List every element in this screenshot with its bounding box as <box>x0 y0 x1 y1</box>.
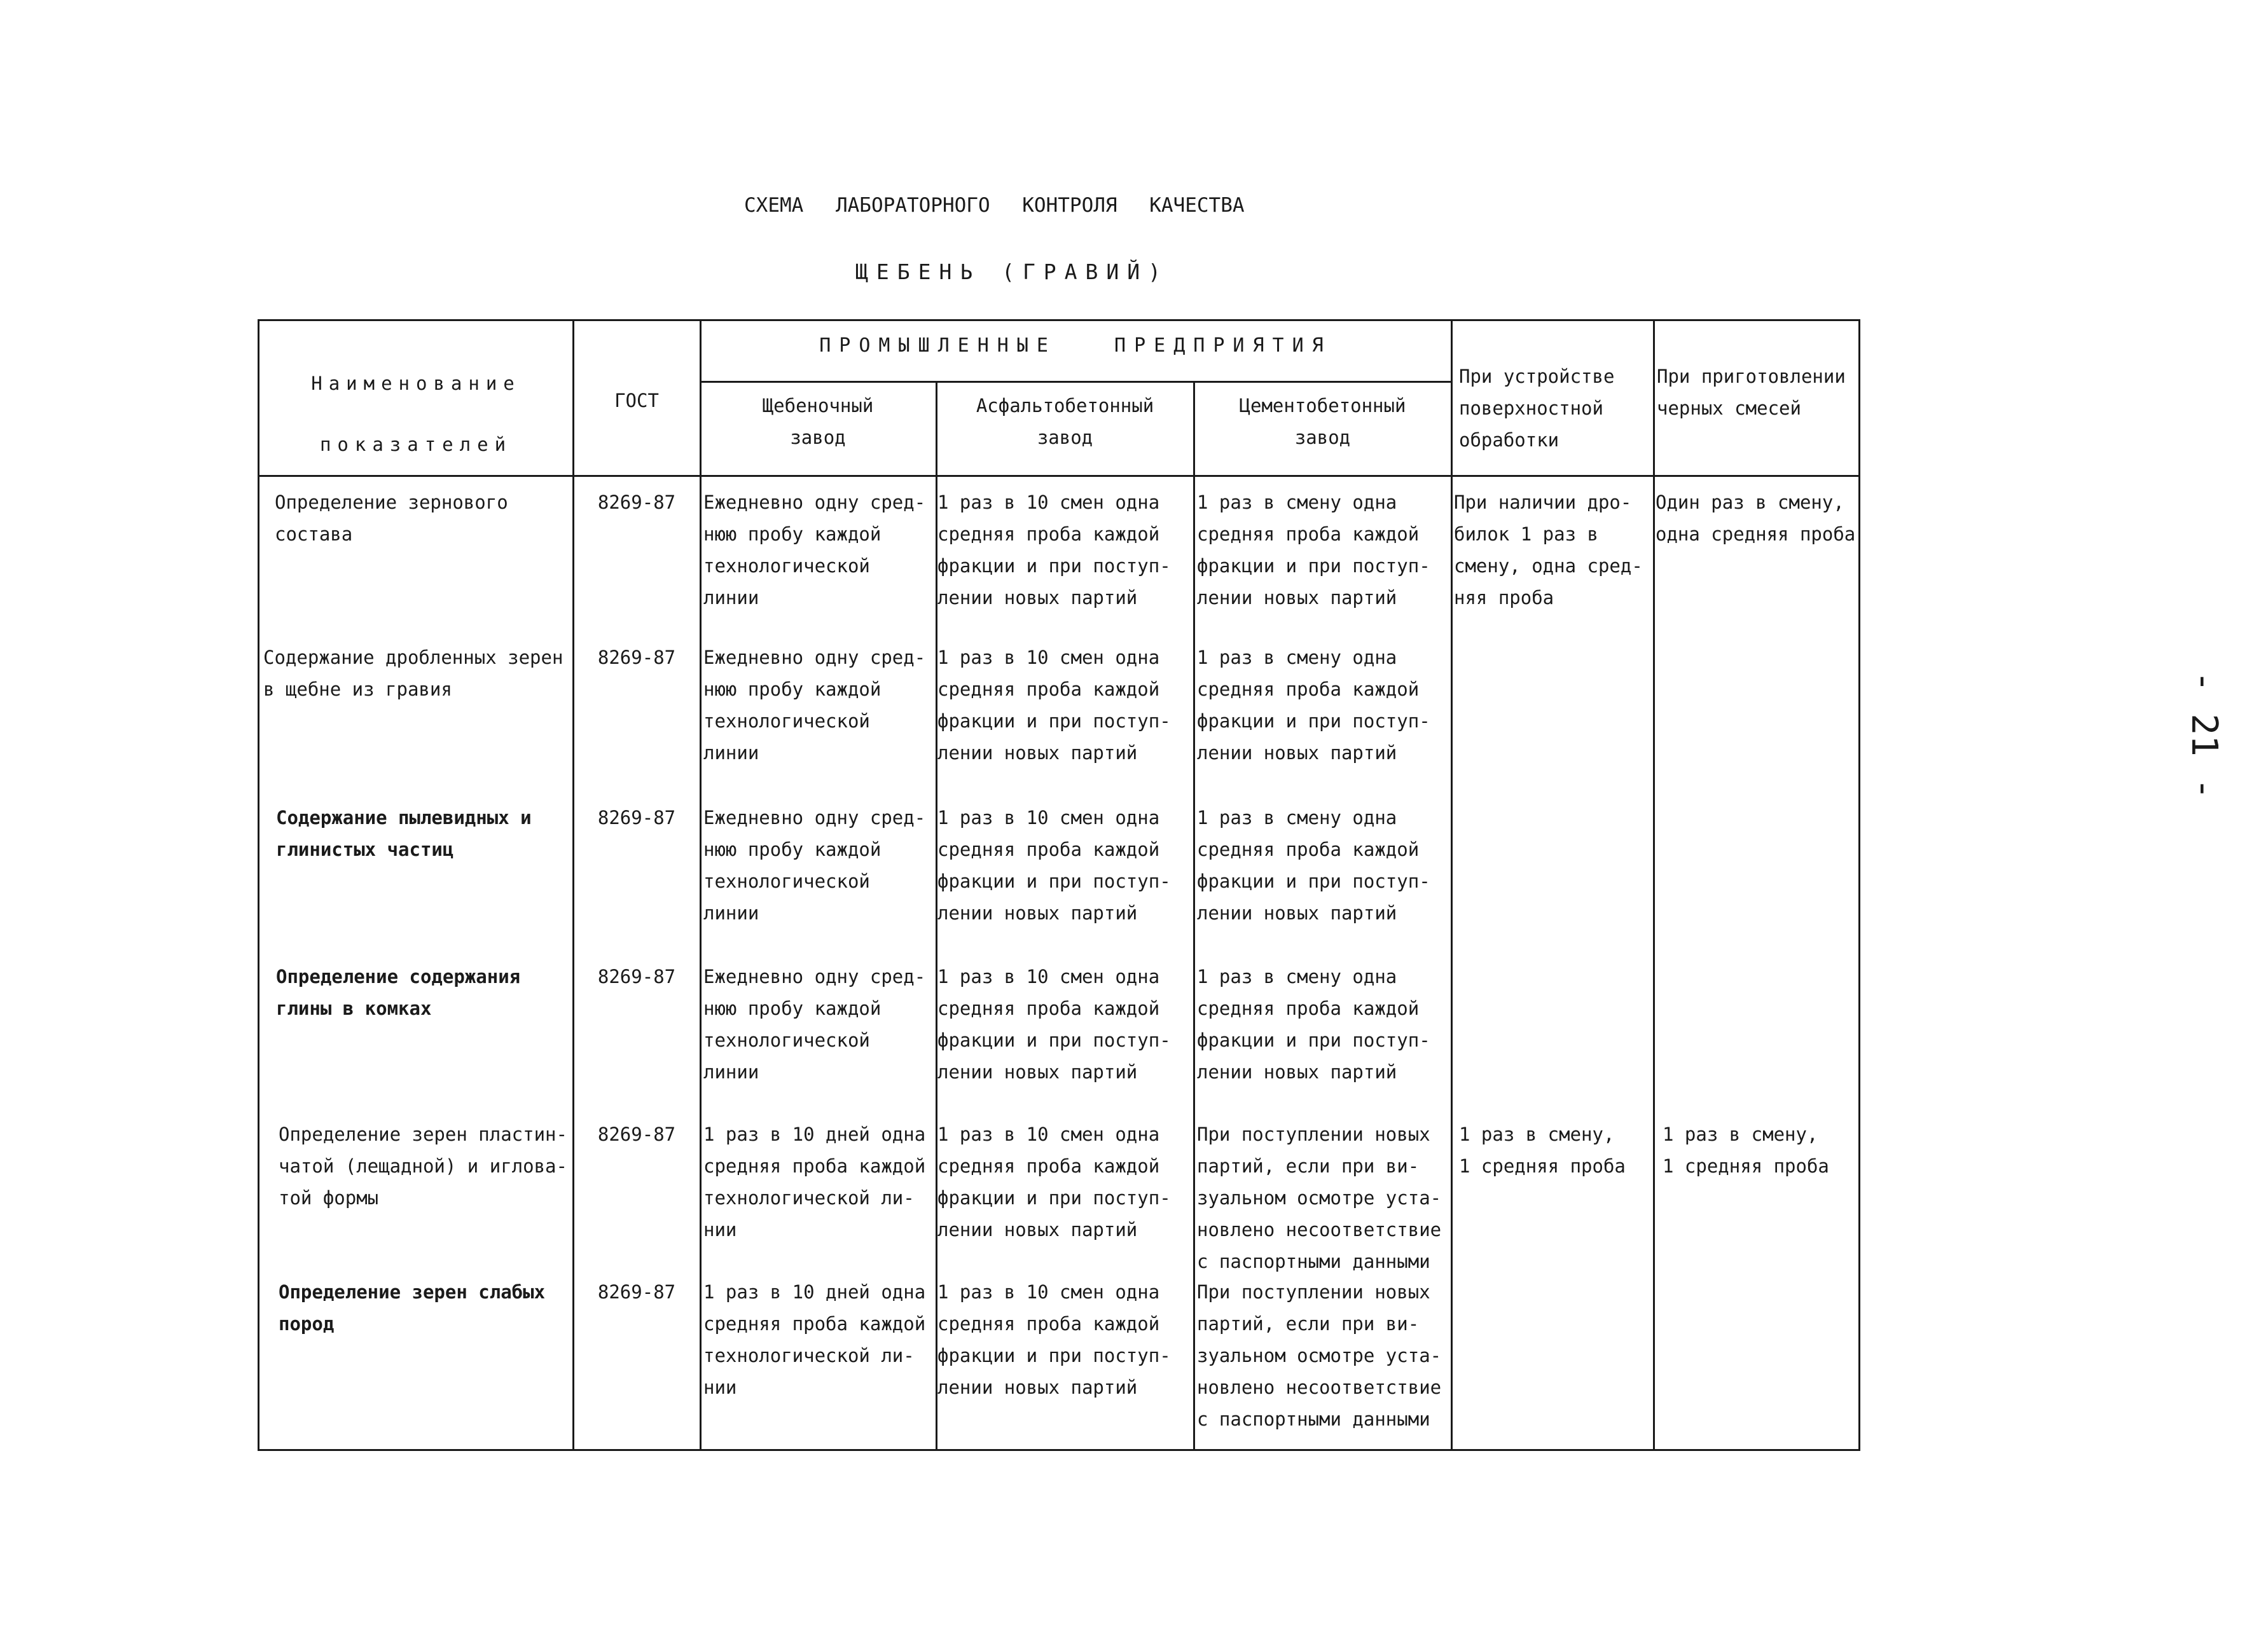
page-number: - 21 - <box>2183 671 2225 800</box>
row-name: Определение зернового состава <box>275 491 508 545</box>
row-gost: 8269-87 <box>597 647 676 668</box>
row-cement-plant: При поступлении новых партий, если при ви- зуальном осмотре уста- новлено несоответствие с паспортными данными <box>1197 1124 1442 1272</box>
header-group-divider <box>700 381 1451 383</box>
column-divider <box>700 321 702 1449</box>
row-crushed-plant: Ежедневно одну сред- нюю пробу каждой технологической линии <box>703 647 926 764</box>
row-name: Определение зерен пластин- чатой (лещадной) и иглова- той формы <box>279 1124 567 1209</box>
row-cement-plant: 1 раз в смену одна средняя проба каждой фракции и при поступ- лении новых партий <box>1197 807 1430 924</box>
quality-control-table <box>258 319 1860 1451</box>
row-crushed-plant: 1 раз в 10 дней одна средняя проба каждой технологической ли- нии <box>703 1124 926 1241</box>
row-cement-plant: 1 раз в смену одна средняя проба каждой фракции и при поступ- лении новых партий <box>1197 647 1430 764</box>
column-divider <box>1653 321 1655 1449</box>
row-crushed-plant: Ежедневно одну сред- нюю пробу каждой технологической линии <box>703 966 926 1083</box>
row-gost: 8269-87 <box>597 491 676 513</box>
header-industrial-enterprises: ПРОМЫШЛЕННЫЕ ПРЕДПРИЯТИЯ <box>819 334 1332 357</box>
header-surface-treatment: При устройстве поверхностной обработки <box>1459 366 1615 451</box>
column-divider <box>572 321 574 1449</box>
row-gost: 8269-87 <box>597 807 676 828</box>
header-black-mixes: При приготовлении черных смесей <box>1657 366 1846 419</box>
header-cement-plant: Цементобетонный завод <box>1239 395 1406 448</box>
row-cement-plant: 1 раз в смену одна средняя проба каждой фракции и при поступ- лении новых партий <box>1197 966 1430 1083</box>
row-asphalt-plant: 1 раз в 10 смен одна средняя проба каждой фракции и при поступ- лении новых партий <box>937 966 1171 1083</box>
row-asphalt-plant: 1 раз в 10 смен одна средняя проба каждой фракции и при поступ- лении новых партий <box>937 491 1171 608</box>
row-asphalt-plant: 1 раз в 10 смен одна средняя проба каждой фракции и при поступ- лении новых партий <box>937 1281 1171 1398</box>
header-asphalt-plant: Асфальтобетонный завод <box>976 395 1154 448</box>
row-crushed-plant: Ежедневно одну сред- нюю пробу каждой технологической линии <box>703 491 926 608</box>
row-asphalt-plant: 1 раз в 10 смен одна средняя проба каждой фракции и при поступ- лении новых партий <box>937 1124 1171 1241</box>
header-crushed-stone-plant: Щебеночный завод <box>762 395 874 448</box>
row-name: Определение зерен слабых пород <box>279 1281 546 1335</box>
row-crushed-plant: Ежедневно одну сред- нюю пробу каждой технологической линии <box>703 807 926 924</box>
row-cement-plant: 1 раз в смену одна средняя проба каждой фракции и при поступ- лении новых партий <box>1197 491 1430 608</box>
row-asphalt-plant: 1 раз в 10 смен одна средняя проба каждой фракции и при поступ- лении новых партий <box>937 807 1171 924</box>
row-surface-treatment: При наличии дро- билок 1 раз в смену, одна сред- няя проба <box>1454 491 1643 608</box>
row-surface-treatment: 1 раз в смену, 1 средняя проба <box>1459 1124 1626 1177</box>
row-cement-plant: При поступлении новых партий, если при ви- зуальном осмотре уста- новлено несоответствие с паспортными данными <box>1197 1281 1442 1430</box>
column-divider <box>1451 321 1453 1449</box>
row-name: Содержание пылевидных и глинистых частиц <box>276 807 532 860</box>
row-gost: 8269-87 <box>597 966 676 987</box>
header-gost: ГОСТ <box>614 390 659 411</box>
row-crushed-plant: 1 раз в 10 дней одна средняя проба каждой технологической ли- нии <box>703 1281 926 1398</box>
column-divider <box>1193 382 1195 1449</box>
row-gost: 8269-87 <box>597 1281 676 1303</box>
row-name: Определение содержания глины в комках <box>276 966 521 1019</box>
row-black-mixes: Один раз в смену, одна средняя проба <box>1656 491 1856 545</box>
document-title: СХЕМА ЛАБОРАТОРНОГО КОНТРОЛЯ КАЧЕСТВА <box>744 194 1245 217</box>
header-name: Наименование показателей <box>311 373 521 455</box>
row-gost: 8269-87 <box>597 1124 676 1145</box>
row-asphalt-plant: 1 раз в 10 смен одна средняя проба каждой фракции и при поступ- лении новых партий <box>937 647 1171 764</box>
document-subtitle: ЩЕБЕНЬ (ГРАВИЙ) <box>855 259 1170 284</box>
row-name: Содержание дробленных зерен в щебне из гравия <box>263 647 564 700</box>
header-divider <box>259 475 1858 477</box>
row-black-mixes: 1 раз в смену, 1 средняя проба <box>1663 1124 1829 1177</box>
